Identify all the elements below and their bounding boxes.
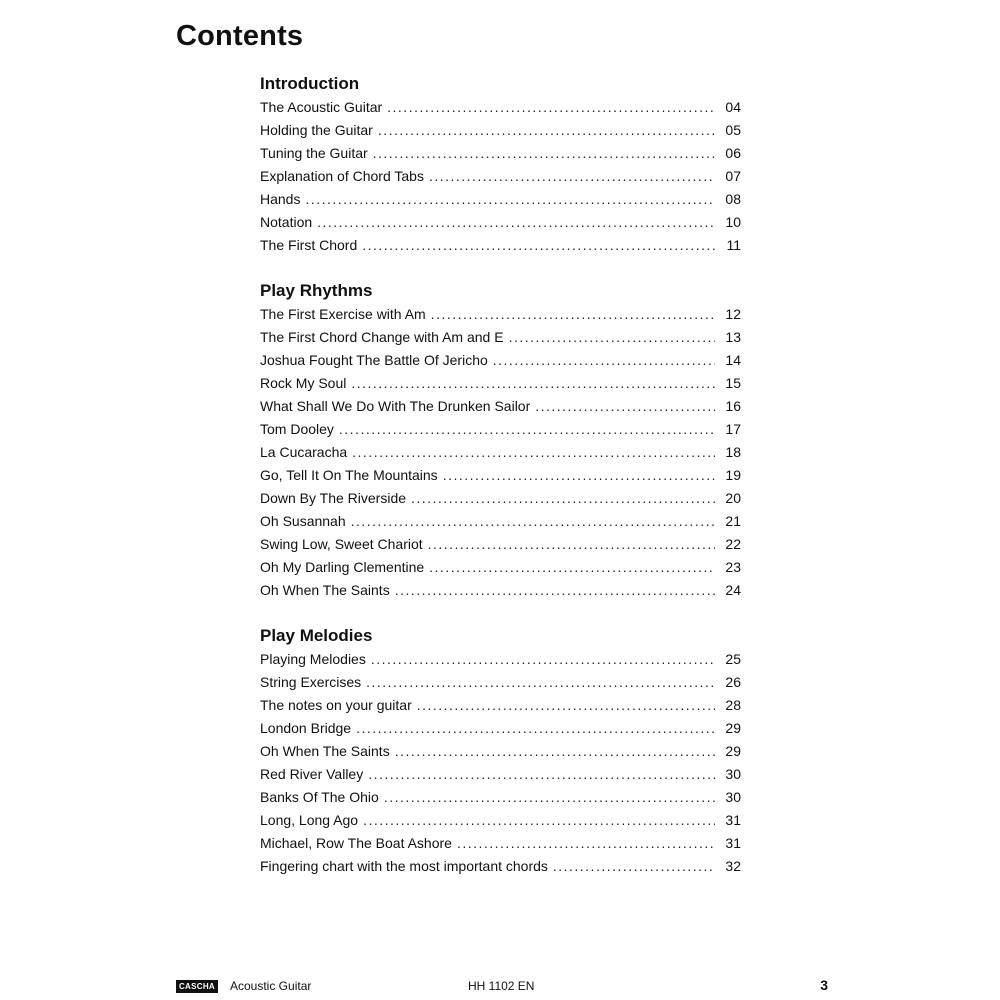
cascha-logo: CASCHA [176, 980, 218, 993]
toc-entry-title: String Exercises [260, 674, 362, 690]
toc-entry-page: 21 [725, 513, 741, 529]
toc-entry-title: Rock My Soul [260, 375, 347, 391]
toc-entry [260, 809, 741, 832]
dot-leader [384, 786, 715, 809]
dot-leader [417, 694, 715, 717]
toc-section [260, 279, 741, 602]
toc-entry-page: 19 [725, 467, 741, 483]
toc-entry [260, 832, 741, 855]
toc-entry-page: 25 [725, 651, 741, 667]
toc-entry-title: Joshua Fought The Battle Of Jericho [260, 352, 488, 368]
toc-entry-title: Down By The Riverside [260, 490, 407, 506]
toc-entry-title: Hands [260, 191, 301, 207]
dot-leader [457, 832, 715, 855]
toc-entry-page: 14 [725, 352, 741, 368]
toc-entry [260, 395, 741, 418]
dot-leader [356, 717, 715, 740]
dot-leader [378, 119, 715, 142]
dot-leader [553, 855, 715, 878]
dot-leader [366, 671, 715, 694]
toc-entry [260, 556, 741, 579]
toc-entry-title: Go, Tell It On The Mountains [260, 467, 438, 483]
toc-entry [260, 464, 741, 487]
toc-entry-title: Long, Long Ago [260, 812, 359, 828]
toc-entry-page: 31 [725, 812, 741, 828]
toc-entry-title: Playing Melodies [260, 651, 366, 667]
toc-entry-title: Red River Valley [260, 766, 364, 782]
toc-entry [260, 441, 741, 464]
toc-entry-title: Banks Of The Ohio [260, 789, 379, 805]
page-title: Contents [176, 20, 304, 53]
dot-leader [535, 395, 715, 418]
dot-leader [395, 740, 715, 763]
toc-entry-page: 04 [725, 99, 741, 115]
page-footer [176, 978, 828, 996]
toc-entry [260, 211, 741, 234]
dot-leader [509, 326, 715, 349]
toc-entry [260, 326, 741, 349]
toc-entry [260, 303, 741, 326]
toc-entry [260, 694, 741, 717]
toc-entry-page: 29 [725, 743, 741, 759]
toc-entry [260, 372, 741, 395]
toc-entry-title: Michael, Row The Boat Ashore [260, 835, 452, 851]
toc-entry-title: Oh Susannah [260, 513, 346, 529]
toc-entry-page: 07 [725, 168, 741, 184]
toc-entry-page: 23 [725, 559, 741, 575]
toc-entry [260, 349, 741, 372]
toc-entry-page: 13 [725, 329, 741, 345]
dot-leader [395, 579, 715, 602]
toc-entry [260, 142, 741, 165]
toc-entry-page: 30 [725, 789, 741, 805]
dot-leader [368, 763, 715, 786]
toc-entry [260, 671, 741, 694]
toc-entry [260, 579, 741, 602]
toc-entry [260, 165, 741, 188]
toc-entry-title: What Shall We Do With The Drunken Sailor [260, 398, 531, 414]
toc-section [260, 72, 741, 257]
toc-entry-title: La Cucaracha [260, 444, 348, 460]
toc-entry-title: London Bridge [260, 720, 352, 736]
dot-leader [351, 372, 715, 395]
toc-entry [260, 648, 741, 671]
toc-entry-page: 17 [725, 421, 741, 437]
toc-entry-page: 18 [725, 444, 741, 460]
dot-leader [493, 349, 715, 372]
toc-entry-page: 31 [725, 835, 741, 851]
dot-leader [431, 303, 715, 326]
dot-leader [429, 556, 715, 579]
section-heading: Play Rhythms [260, 281, 373, 300]
dot-leader [317, 211, 715, 234]
dot-leader [363, 809, 715, 832]
toc-entry [260, 717, 741, 740]
dot-leader [339, 418, 715, 441]
toc-entry-page: 11 [726, 237, 741, 253]
toc-entry-title: Tom Dooley [260, 421, 334, 437]
dot-leader [443, 464, 715, 487]
toc-entry-page: 08 [725, 191, 741, 207]
dot-leader [352, 441, 715, 464]
toc-entry-title: The notes on your guitar [260, 697, 412, 713]
toc-entry-page: 24 [725, 582, 741, 598]
dot-leader [373, 142, 715, 165]
toc-entry-title: Explanation of Chord Tabs [260, 168, 424, 184]
toc-entry [260, 510, 741, 533]
toc-entry-page: 32 [725, 858, 741, 874]
footer-book-title: Acoustic Guitar [230, 979, 312, 993]
toc-entry-title: The First Chord Change with Am and E [260, 329, 504, 345]
toc-entry-page: 28 [725, 697, 741, 713]
section-heading: Introduction [260, 74, 360, 93]
toc-entry [260, 786, 741, 809]
toc-entry-title: The First Exercise with Am [260, 306, 426, 322]
toc-entry-title: Oh My Darling Clementine [260, 559, 425, 575]
toc-entry-title: The First Chord [260, 237, 358, 253]
toc-section [260, 624, 741, 878]
toc-entry-page: 15 [725, 375, 741, 391]
toc-entry-page: 30 [725, 766, 741, 782]
toc-entry-page: 10 [725, 214, 741, 230]
dot-leader [362, 234, 715, 257]
toc-entry-title: Fingering chart with the most important chords [260, 858, 548, 874]
toc-entry [260, 188, 741, 211]
toc-entry-title: Oh When The Saints [260, 582, 390, 598]
toc-entry [260, 740, 741, 763]
dot-leader [429, 165, 715, 188]
toc-entry-page: 26 [725, 674, 741, 690]
toc-entry-title: Holding the Guitar [260, 122, 373, 138]
toc-entry [260, 96, 741, 119]
toc-entry-title: Oh When The Saints [260, 743, 390, 759]
toc-entry [260, 119, 741, 142]
dot-leader [387, 96, 715, 119]
dot-leader [351, 510, 715, 533]
dot-leader [371, 648, 715, 671]
table-of-contents [260, 72, 741, 900]
toc-entry-title: Notation [260, 214, 313, 230]
toc-entry-title: Swing Low, Sweet Chariot [260, 536, 423, 552]
toc-entry [260, 533, 741, 556]
dot-leader [305, 188, 715, 211]
toc-entry [260, 763, 741, 786]
dot-leader [411, 487, 715, 510]
toc-entry [260, 234, 741, 257]
toc-entry-page: 22 [725, 536, 741, 552]
toc-entry-page: 06 [725, 145, 741, 161]
toc-entry-page: 29 [725, 720, 741, 736]
footer-product-code: HH 1102 EN [468, 979, 535, 993]
dot-leader [428, 533, 715, 556]
footer-page-number: 3 [820, 977, 828, 993]
toc-entry [260, 855, 741, 878]
toc-entry-page: 12 [725, 306, 741, 322]
toc-entry [260, 418, 741, 441]
toc-entry-title: The Acoustic Guitar [260, 99, 383, 115]
toc-entry [260, 487, 741, 510]
toc-entry-page: 20 [725, 490, 741, 506]
toc-entry-title: Tuning the Guitar [260, 145, 368, 161]
toc-entry-page: 16 [725, 398, 741, 414]
toc-entry-page: 05 [725, 122, 741, 138]
section-heading: Play Melodies [260, 626, 373, 645]
